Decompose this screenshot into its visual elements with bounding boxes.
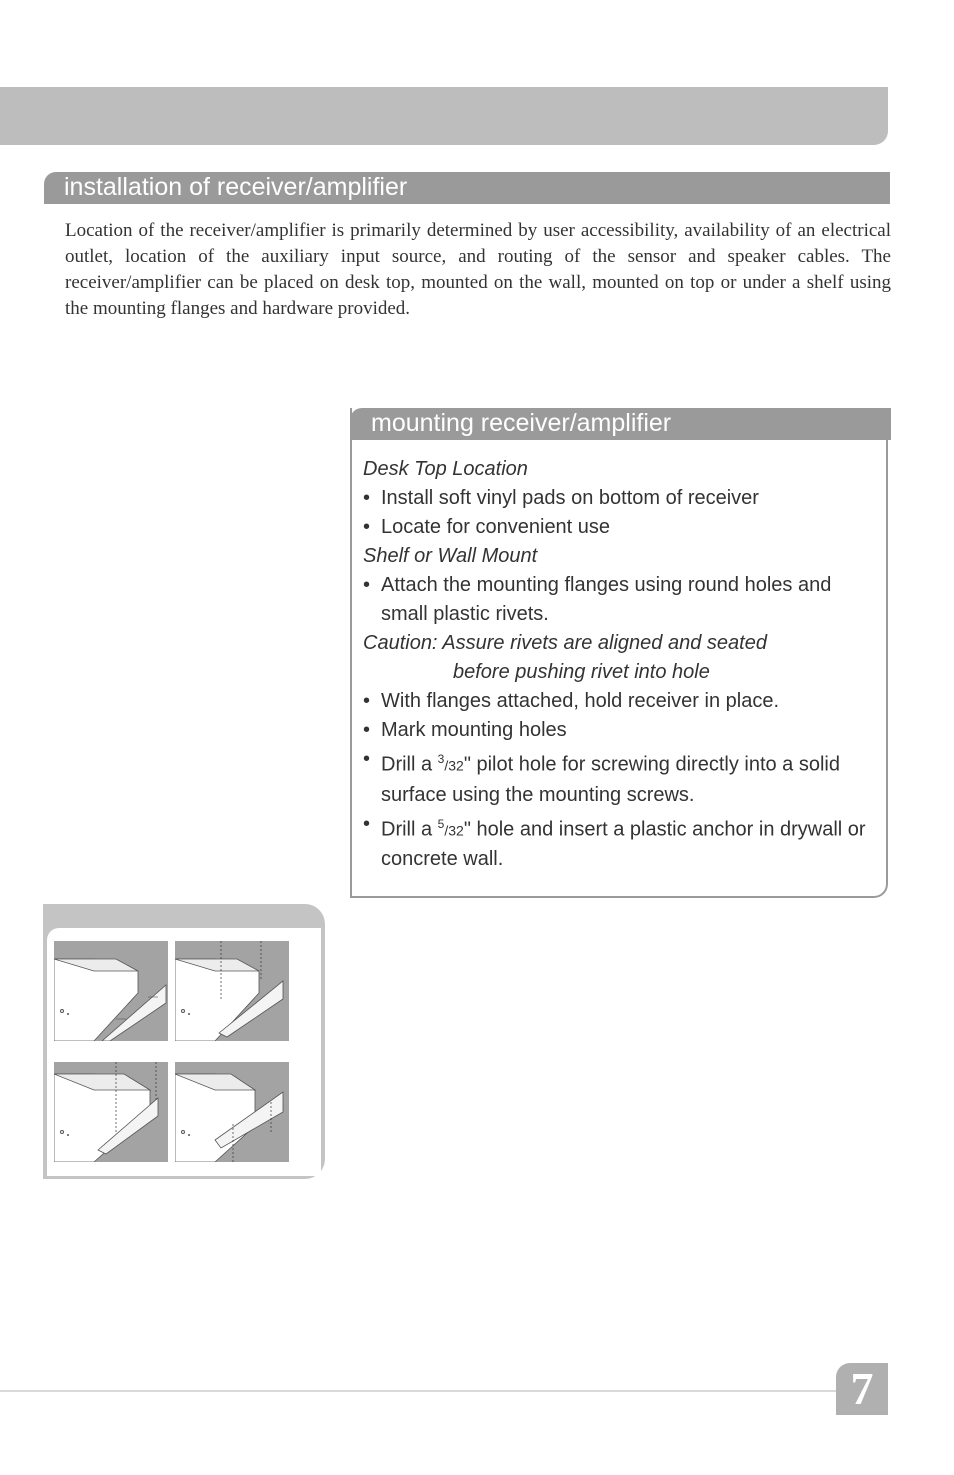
caution-line: before pushing rivet into hole <box>453 661 710 683</box>
shelf-item: • With flanges attached, hold receiver in place. <box>363 687 878 716</box>
shelf-item: • Mark mounting holes <box>363 716 878 745</box>
mounting-title: mounting receiver/amplifier <box>371 409 672 437</box>
illustration-inner <box>47 928 321 1176</box>
desk-item: • Locate for convenient use <box>363 513 878 542</box>
drill-prefix: Drill a <box>381 753 438 776</box>
fraction-denominator: /32 <box>444 822 464 839</box>
drill-prefix: Drill a <box>381 818 438 841</box>
fraction-denominator: /32 <box>444 757 464 774</box>
page-number: 7 <box>850 1363 874 1414</box>
desk-heading: Desk Top Location <box>363 458 528 480</box>
desk-item: • Install soft vinyl pads on bottom of receiver <box>363 484 878 513</box>
footer-rule <box>0 1390 838 1392</box>
drill-item-anchor <box>363 810 878 875</box>
intro-paragraph: Location of the receiver/amplifier is primarily determined by user accessibility, availability of an electrical outlet, location of the auxiliary input source, and routing of the sensor and speaker cables. The receiver/amplifier can be placed on desk top, mounted on the wall, mounted on top or under a shelf using the mounting flanges and hardware provided. <box>65 220 891 319</box>
fraction-numerator: 5 <box>437 816 445 831</box>
shelf-item: • Attach the mounting flanges using round holes and small plastic rivets. <box>363 571 878 629</box>
flange-illustration-1 <box>54 941 168 1041</box>
flange-illustration-4 <box>175 1062 289 1162</box>
section-header <box>44 172 890 204</box>
mounting-instructions <box>363 455 878 874</box>
mounting-header <box>350 408 891 440</box>
section-title: installation of receiver/amplifier <box>64 173 408 201</box>
drill-text: " pilot hole for screwing directly into a solid surface using the mounting screws. <box>381 753 840 806</box>
drill-item-pilot <box>363 745 878 810</box>
caution-line: Caution: Assure rivets are aligned and seated <box>363 632 767 654</box>
shelf-heading: Shelf or Wall Mount <box>363 545 538 567</box>
fraction-numerator: 3 <box>437 752 445 766</box>
flange-illustration-3 <box>54 1062 168 1162</box>
top-band <box>0 87 888 145</box>
flange-illustration-2 <box>175 941 289 1041</box>
drill-text: " hole and insert a plastic anchor in drywall or concrete wall. <box>381 818 866 871</box>
illustration-panel <box>43 904 325 1179</box>
